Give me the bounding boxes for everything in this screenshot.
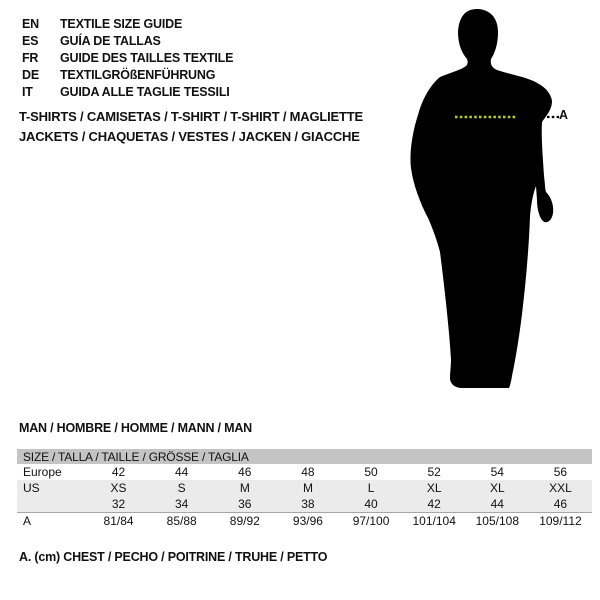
language-list: [22, 15, 233, 100]
size-cell: M: [302, 481, 313, 495]
language-label: TEXTILGRÖßENFÜHRUNG: [60, 67, 216, 82]
language-code: EN: [22, 16, 39, 31]
size-cell: 105/108: [475, 514, 519, 528]
language-row: [22, 83, 233, 100]
size-cell: 48: [301, 465, 315, 479]
size-cell: 44: [175, 465, 189, 479]
size-cell: 34: [175, 497, 189, 511]
size-cell: 42: [111, 465, 126, 479]
language-label: GUIDE DES TAILLES TEXTILE: [60, 50, 234, 65]
size-cell: 46: [553, 497, 568, 511]
language-code: IT: [22, 84, 33, 99]
row-label: A: [23, 514, 32, 528]
size-table-row-europe: [17, 464, 592, 480]
size-cell: XL: [426, 481, 442, 495]
size-cell: 38: [301, 497, 315, 511]
size-cell: XL: [489, 481, 505, 495]
size-cell: 81/84: [103, 514, 134, 528]
size-cell: 101/104: [412, 514, 456, 528]
size-cell: 32: [111, 497, 126, 511]
garment-categories: [19, 107, 363, 147]
size-cell: S: [177, 481, 186, 495]
size-cell: 109/112: [539, 514, 582, 528]
language-code: DE: [22, 67, 39, 82]
size-cell: 50: [364, 465, 378, 479]
man-silhouette-shape: [410, 9, 553, 388]
size-table-header: [17, 449, 592, 464]
size-table-header-label: SIZE / TALLA / TAILLE / GRÖSSE / TAGLIA: [23, 449, 249, 464]
row-label: US: [23, 481, 40, 495]
size-table-row-us: [17, 480, 592, 496]
size-cell: XS: [110, 481, 127, 495]
size-cell: 89/92: [229, 514, 260, 528]
language-code: ES: [22, 33, 39, 48]
language-label: GUIDA ALLE TAGLIE TESSILI: [60, 84, 230, 99]
language-code: FR: [22, 50, 39, 65]
category-line-tshirts: T-SHIRTS / CAMISETAS / T-SHIRT / T-SHIRT / MAGLIETTE: [19, 109, 363, 124]
size-cell: 85/88: [166, 514, 197, 528]
size-table: [17, 449, 592, 529]
size-cell: XXL: [549, 481, 572, 495]
measurement-footnote: A. (cm) CHEST / PECHO / POITRINE / TRUHE / PETTO: [19, 550, 328, 564]
size-cell: 54: [490, 465, 504, 479]
size-cell: 97/100: [352, 514, 390, 528]
size-table-row-numeric: [17, 496, 592, 512]
size-cell: 52: [427, 465, 441, 479]
size-cell: M: [239, 481, 250, 495]
row-label: Europe: [23, 465, 62, 479]
man-silhouette: [405, 6, 565, 391]
size-cell: 36: [238, 497, 252, 511]
size-cell: L: [367, 481, 375, 495]
size-cell: 40: [364, 497, 378, 511]
measure-label-a: A: [559, 108, 569, 122]
size-cell: 42: [427, 497, 441, 511]
language-row: [22, 15, 233, 32]
language-row: [22, 66, 233, 83]
size-cell: 46: [238, 465, 252, 479]
size-cell: 93/96: [292, 514, 323, 528]
size-cell: 56: [553, 465, 568, 479]
category-line-jackets: JACKETS / CHAQUETAS / VESTES / JACKEN / GIACCHE: [19, 129, 360, 144]
language-row: [22, 49, 233, 66]
gender-title: MAN / HOMBRE / HOMME / MANN / MAN: [19, 421, 252, 435]
size-table-row-chest: [17, 512, 592, 529]
language-label: GUÍA DE TALLAS: [60, 33, 161, 48]
language-label: TEXTILE SIZE GUIDE: [60, 16, 183, 31]
language-row: [22, 32, 233, 49]
size-cell: 44: [490, 497, 504, 511]
